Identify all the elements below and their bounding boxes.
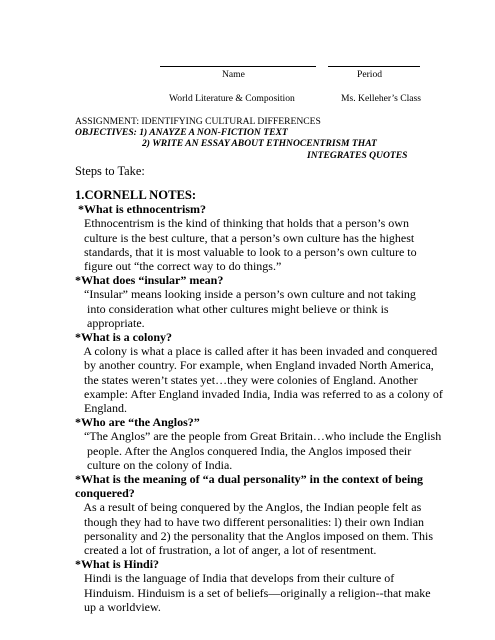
note-answer-line: personality and 2) the personality that the Anglos imposed on them. This: [75, 528, 434, 543]
note-question: *What is Hindi?: [75, 557, 160, 572]
objective-1: OBJECTIVES: 1) ANAYZE A NON-FICTION TEXT: [75, 127, 288, 138]
course-title: World Literature & Composition: [169, 93, 295, 104]
period-underline: [328, 66, 420, 67]
note-answer-line: though they had to have two different personalities: l) their own Indian: [75, 514, 425, 529]
note-question: *What is the meaning of “a dual personality” in the context of being: [75, 472, 424, 487]
note-answer-line: the states weren’t states yet…they were colonies of England. Another: [75, 372, 418, 387]
note-item: [75, 415, 485, 472]
note-answer-line: “The Anglos” are the people from Great Britain…who include the English: [75, 429, 442, 444]
note-item: [75, 273, 485, 330]
note-answer-line: created a lot of frustration, a lot of anger, a lot of resentment.: [75, 543, 377, 558]
note-answer-line: people. After the Anglos conquered India, the Anglos imposed their: [75, 443, 412, 458]
note-answer-line: culture on the colony of India.: [75, 457, 233, 472]
note-answer-line: Hindi is the language of India that develops from their culture of: [75, 571, 395, 586]
note-answer-line: up a worldview.: [75, 599, 161, 614]
note-answer-line: standards, that it is most valuable to look to a person’s own culture to: [75, 244, 417, 259]
note-question: *What does “insular” mean?: [75, 273, 224, 288]
note-answer-line: appropriate.: [75, 315, 145, 330]
assignment-title: ASSIGNMENT: IDENTIFYING CULTURAL DIFFERENCES: [75, 116, 321, 127]
note-item: [75, 472, 485, 557]
note-answer-line: A colony is what a place is called after it has been invaded and conquered: [75, 344, 438, 359]
name-label: Name: [222, 69, 245, 80]
cornell-notes: [75, 188, 485, 614]
period-label: Period: [357, 69, 383, 80]
note-question: *What is ethnocentrism?: [75, 202, 206, 217]
note-answer-line: Hinduism. Hinduism is a set of beliefs—originally a religion--that make: [75, 585, 431, 600]
note-answer-line: into consideration what other cultures might believe or think is: [75, 301, 389, 316]
note-question: *What is a colony?: [75, 330, 173, 345]
name-underline: [160, 66, 316, 67]
note-answer-line: England.: [75, 401, 127, 416]
note-item: [75, 202, 485, 273]
objective-2-continued: INTEGRATES QUOTES: [307, 150, 408, 161]
note-answer-line: culture is the best culture, that a person’s own culture has the highest: [75, 230, 415, 245]
note-answer-line: example: After England invaded India, India was referred to as a colony of: [75, 386, 443, 401]
steps-label: Steps to Take:: [75, 164, 145, 178]
note-answer-line: “Insular” means looking inside a person’s own culture and not taking: [75, 287, 416, 302]
note-answer-line: figure out “the correct way to do things.”: [75, 259, 282, 274]
note-answer-line: Ethnocentrism is the kind of thinking that holds that a person’s own: [75, 216, 409, 231]
objective-2: 2) WRITE AN ESSAY ABOUT ETHNOCENTRISM THAT: [142, 138, 377, 149]
note-answer-line: As a result of being conquered by the Anglos, the Indian people felt as: [75, 500, 422, 515]
note-question: *Who are “the Anglos?”: [75, 415, 200, 430]
note-answer-line: by another country. For example, when England invaded North America,: [75, 358, 434, 373]
note-question-continued: conquered?: [75, 486, 135, 501]
teacher-name: Ms. Kelleher’s Class: [341, 93, 422, 104]
note-item: [75, 330, 485, 415]
note-item: [75, 557, 485, 614]
section-title: 1.CORNELL NOTES:: [75, 188, 197, 202]
